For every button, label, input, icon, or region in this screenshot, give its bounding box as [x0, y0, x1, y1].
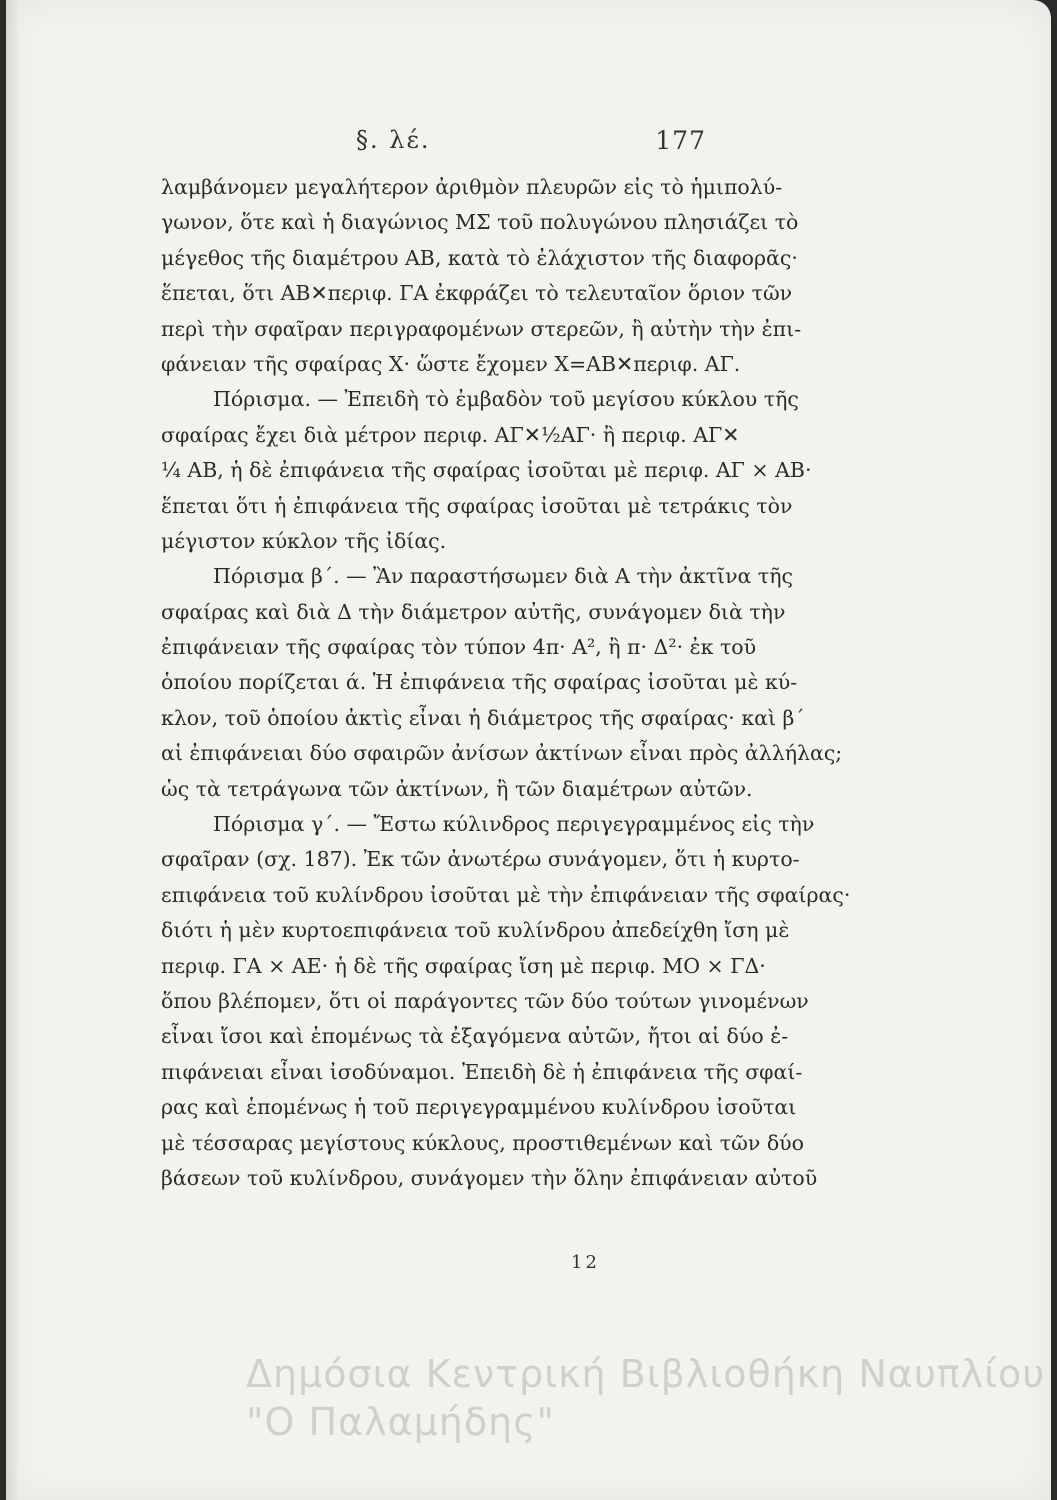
text-line: περὶ τὴν σφαῖραν περιγραφομένων στερεῶν, ἢ αὐτὴν τὴν ἐπι-: [161, 316, 802, 341]
library-watermark: [246, 1350, 1046, 1446]
text-line: ὅπου βλέπομεν, ὅτι οἱ παράγοντες τῶν δύο τούτων γινομένων: [161, 988, 809, 1013]
text-line: γωνον, ὅτε καὶ ἡ διαγώνιος ΜΣ τοῦ πολυγώνου πλησιάζει τὸ: [161, 210, 799, 235]
text-line-corollary-1: Πόρισμα. — Ἐπειδὴ τὸ ἐμβαδὸν τοῦ μεγίσου κύκλου τῆς: [213, 387, 799, 412]
text-line: μέγιστον κύκλον τῆς ἰδίας.: [161, 528, 447, 553]
text-line: επιφάνεια τοῦ κυλίνδρου ἰσοῦται μὲ τὴν ἐπιφάνειαν τῆς σφαίρας·: [161, 882, 851, 907]
text-line: σφαίρας ἔχει διὰ μέτρον περιφ. ΑΓ✕½ΑΓ· ἢ περιφ. ΑΓ✕: [161, 422, 740, 447]
text-line: βάσεων τοῦ κυλίνδρου, συνάγομεν τὴν ὅλην ἐπιφάνειαν αὐτοῦ: [161, 1165, 818, 1190]
text-line-corollary-3: Πόρισμα γ΄. — Ἔστω κύλινδρος περιγεγραμμένος εἰς τὴν: [213, 812, 815, 837]
text-line: αἱ ἐπιφάνειαι δύο σφαιρῶν ἀνίσων ἀκτίνων εἶναι πρὸς ἀλλήλας;: [161, 741, 843, 766]
text-line: εἶναι ἴσοι καὶ ἑπομένως τὰ ἐξαγόμενα αὐτῶν, ἤτοι αἱ δύο ἐ-: [161, 1024, 789, 1049]
book-page: [6, 0, 1051, 1500]
watermark-line-2: "Ο Παλαμήδης": [246, 1400, 556, 1444]
printer-signature-mark: 12: [571, 1252, 600, 1273]
text-line: ἕπεται ὅτι ἡ ἐπιφάνεια τῆς σφαίρας ἰσοῦται μὲ τετράκις τὸν: [161, 493, 793, 518]
text-line: ἐπιφάνειαν τῆς σφαίρας τὸν τύπον 4π· Α², ἢ π· Δ²· ἐκ τοῦ: [161, 635, 757, 660]
body-text: [161, 170, 851, 1196]
text-line: ὁποίου πορίζεται ά. Ἡ ἐπιφάνεια τῆς σφαίρας ἰσοῦται μὲ κύ-: [161, 670, 798, 695]
text-line: περιφ. ΓΑ × ΑΕ· ἡ δὲ τῆς σφαίρας ἴση μὲ περιφ. ΜΟ × ΓΔ·: [161, 953, 766, 978]
watermark-line-1: Δημόσια Κεντρική Βιβλιοθήκη Ναυπλίου: [246, 1352, 1046, 1396]
text-line: κλον, τοῦ ὁποίου ἀκτὶς εἶναι ἡ διάμετρος τῆς σφαίρας· καὶ β΄: [161, 705, 805, 730]
text-line: μέγεθος τῆς διαμέτρου ΑΒ, κατὰ τὸ ἐλάχιστον τῆς διαφορᾶς·: [161, 245, 798, 270]
text-line: σφαίρας καὶ διὰ Δ τὴν διάμετρον αὐτῆς, συνάγομεν διὰ τὴν: [161, 599, 786, 624]
section-heading: §. λέ.: [356, 126, 431, 154]
text-line: ἕπεται, ὅτι ΑΒ✕περιφ. ΓΑ ἐκφράζει τὸ τελευταῖον ὅριον τῶν: [161, 281, 793, 306]
text-line: λαμβάνομεν μεγαλήτερον ἀριθμὸν πλευρῶν εἰς τὸ ἡμιπολύ-: [161, 175, 783, 199]
text-line: μὲ τέσσαρας μεγίστους κύκλους, προστιθεμένων καὶ τῶν δύο: [161, 1130, 804, 1155]
text-line: ρας καὶ ἑπομένως ἡ τοῦ περιγεγραμμένου κυλίνδρου ἰσοῦται: [161, 1095, 797, 1120]
text-line: ὡς τὰ τετράγωνα τῶν ἀκτίνων, ἢ τῶν διαμέτρων αὐτῶν.: [161, 776, 753, 801]
text-line: πιφάνειαι εἶναι ἰσοδύναμοι. Ἐπειδὴ δὲ ἡ ἐπιφάνεια τῆς σφαί-: [161, 1059, 803, 1084]
text-line-corollary-2: Πόρισμα β΄. — Ἂν παραστήσωμεν διὰ Α τὴν ἀκτῖνα τῆς: [213, 564, 794, 589]
text-line: σφαῖραν (σχ. 187). Ἐκ τῶν ἀνωτέρω συνάγομεν, ὅτι ἡ κυρτο-: [161, 847, 800, 872]
text-line: διότι ἡ μὲν κυρτοεπιφάνεια τοῦ κυλίνδρου ἀπεδείχθη ἴση μὲ: [161, 918, 790, 943]
text-line: φάνειαν τῆς σφαίρας Χ· ὥστε ἔχομεν Χ=ΑΒ✕περιφ. ΑΓ.: [161, 351, 741, 376]
text-line: ¼ ΑΒ, ἡ δὲ ἐπιφάνεια τῆς σφαίρας ἰσοῦται μὲ περιφ. ΑΓ × ΑΒ·: [161, 458, 812, 483]
page-number: 177: [655, 126, 706, 155]
running-head: [166, 126, 706, 160]
